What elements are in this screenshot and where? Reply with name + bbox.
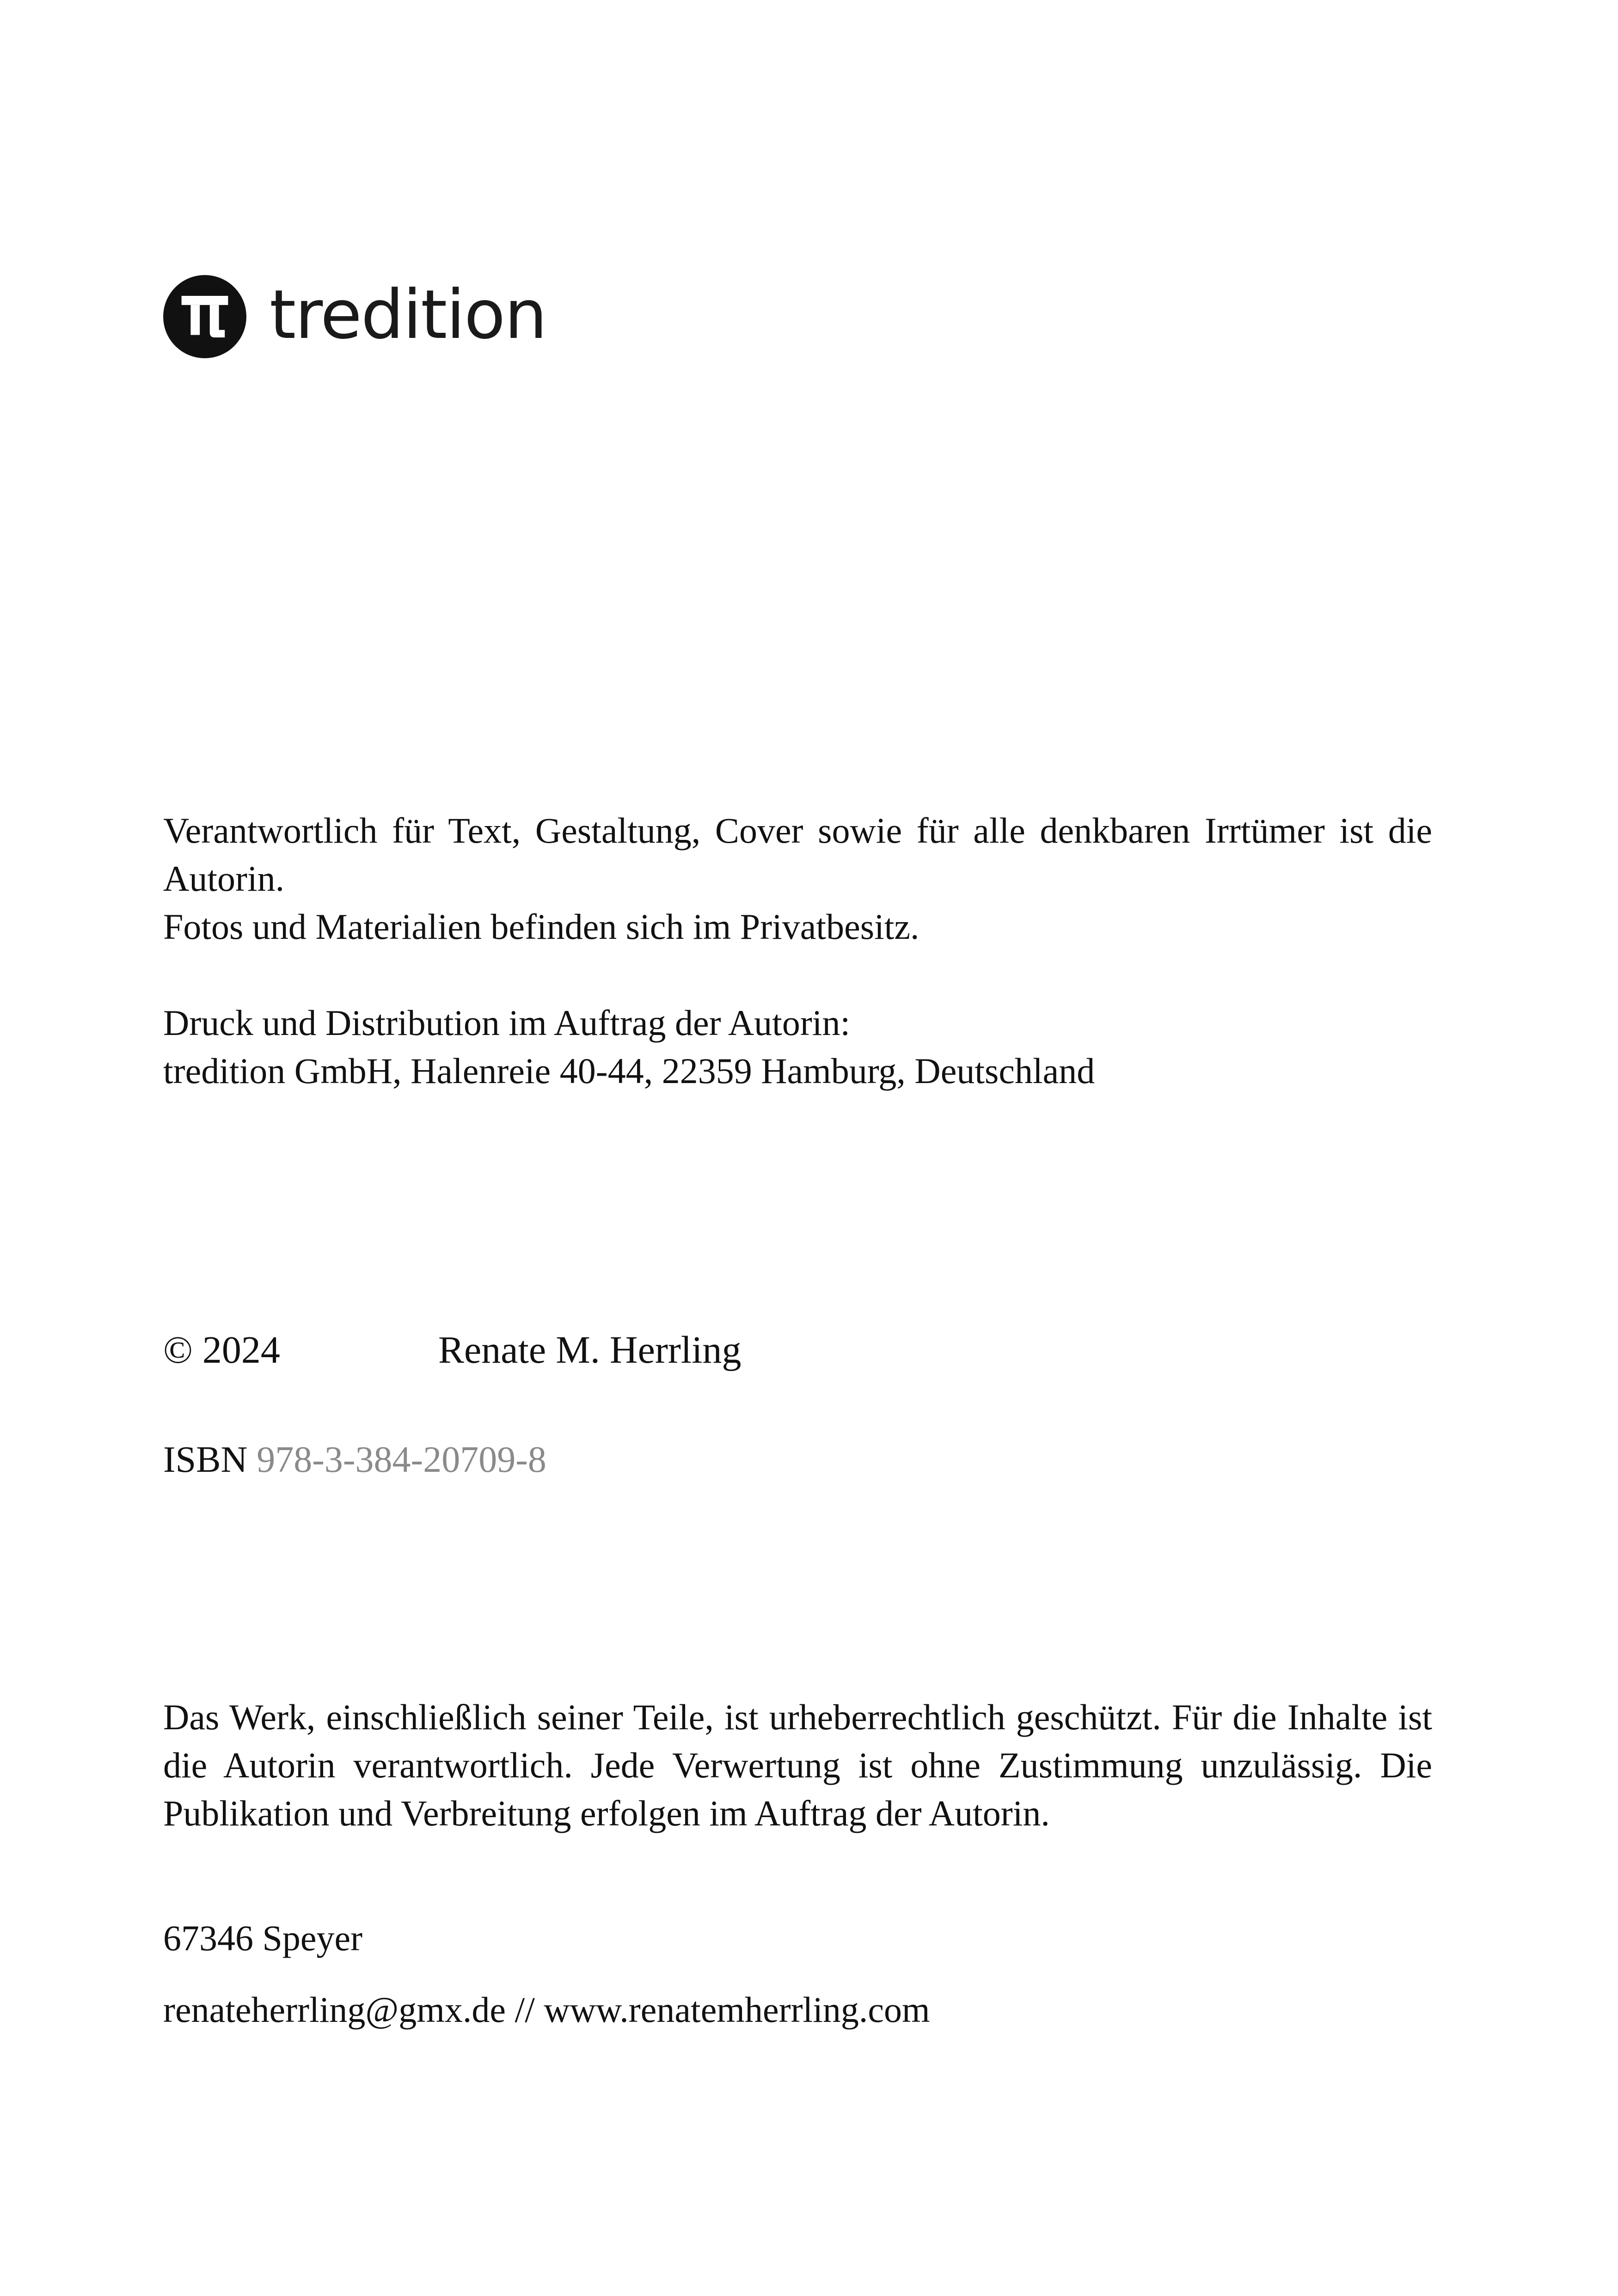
isbn-number: 978-3-384-20709-8 [257, 1439, 546, 1480]
copyright-line [163, 1325, 742, 1376]
responsibility-paragraph: Verantwortlich für Text, Gestaltung, Cover sowie für alle denkbaren Irrtümer ist die Autorin. [163, 810, 1432, 899]
tredition-logo-icon [163, 275, 246, 358]
author-city: 67346 Speyer [163, 1918, 363, 1958]
copyright-year: © 2024 [163, 1329, 280, 1371]
legal-notice [163, 1693, 1432, 1837]
logo-wordmark: tredition [270, 276, 546, 354]
photos-note: Fotos und Materialien befinden sich im Privatbesitz. [163, 906, 919, 947]
author-name: Renate M. Herrling [438, 1329, 742, 1371]
distribution-line: Druck und Distribution im Auftrag der Autorin: [163, 1003, 851, 1043]
distribution-notice [163, 999, 1432, 1095]
publisher-logo [163, 273, 546, 361]
isbn-line [163, 1436, 546, 1484]
author-contact: renateherrling@gmx.de // www.renatemherrling.com [163, 1990, 930, 2030]
isbn-label: ISBN [163, 1439, 248, 1480]
legal-paragraph: Das Werk, einschließlich seiner Teile, ist urheberrechtlich geschützt. Für die Inhalte ist die Autorin verantwortlich. Jede Verwertung ist ohne Zustimmung unzulässig. Die Publikation und Verbreitung erfolgen im Auftrag der Autorin. [163, 1697, 1432, 1833]
responsibility-notice [163, 807, 1432, 951]
publisher-address: tredition GmbH, Halenreie 40-44, 22359 Hamburg, Deutschland [163, 1051, 1095, 1091]
